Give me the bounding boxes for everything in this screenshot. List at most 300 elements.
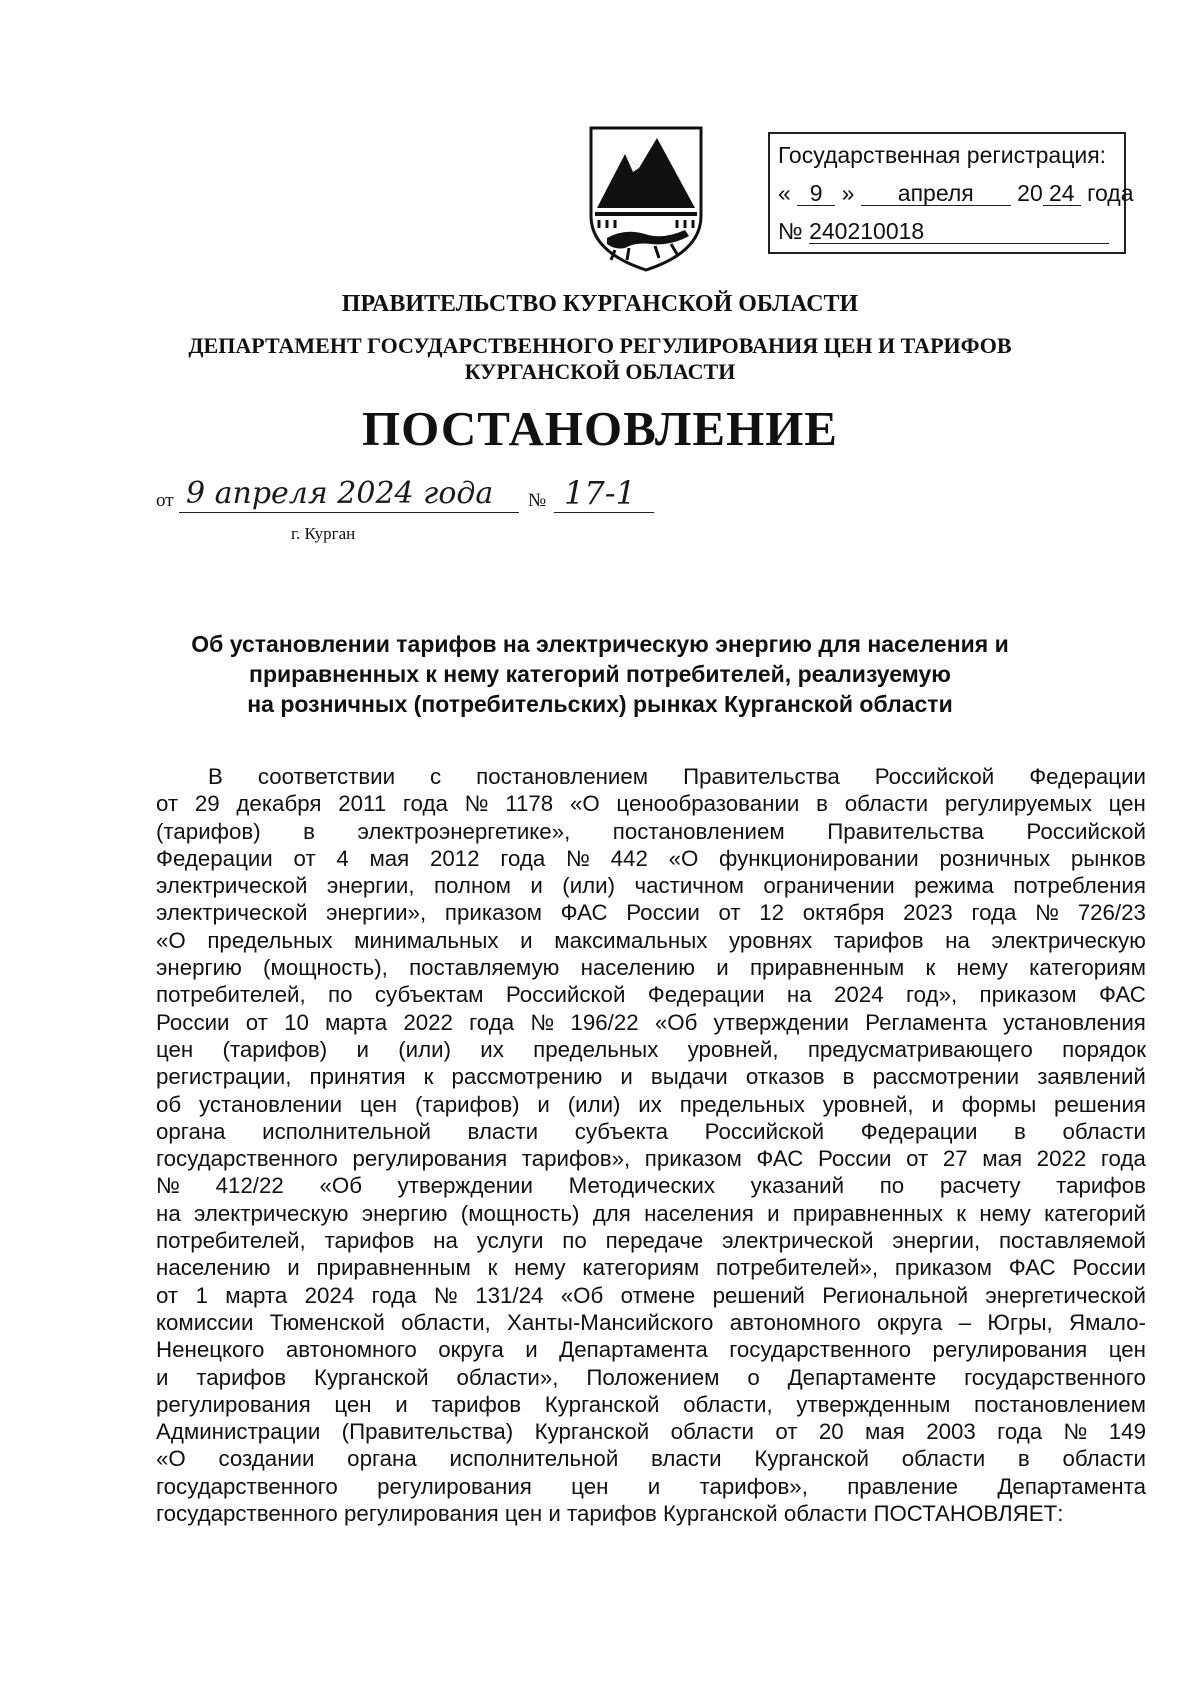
body-line <box>156 927 1146 954</box>
body-word: электрическую <box>991 927 1146 953</box>
body-word: 2022 <box>403 1009 453 1035</box>
body-word: 2023 <box>903 900 953 926</box>
body-word: области <box>1062 1118 1146 1144</box>
body-word: года <box>971 900 1017 926</box>
body-word: энергии, <box>326 873 415 899</box>
body-line <box>156 1473 1146 1500</box>
body-word: 196/22 <box>570 1009 639 1035</box>
body-word: (мощность) <box>460 1200 580 1226</box>
body-line <box>156 1364 1146 1391</box>
body-word: (или) <box>562 873 616 899</box>
body-word: приказом <box>444 900 542 926</box>
body-word: от <box>293 845 316 871</box>
body-word: предельных <box>679 1091 805 1117</box>
body-word: энергии, <box>892 1228 981 1254</box>
body-word: Российской <box>874 764 995 789</box>
body-line <box>156 1172 1146 1199</box>
body-word: мая <box>865 1419 905 1445</box>
body-word: формы <box>961 1091 1037 1117</box>
body-word: приказом <box>644 1146 742 1172</box>
body-word: ФАС <box>1098 982 1146 1008</box>
body-word: субъектам <box>374 982 484 1008</box>
body-word: от <box>156 1282 179 1308</box>
body-word: нему <box>956 955 1008 981</box>
body-word: ФАС <box>1008 1255 1056 1281</box>
body-word: и <box>716 955 729 981</box>
body-word: постановлением <box>974 1391 1146 1417</box>
body-word: цен <box>1108 1337 1146 1363</box>
body-word: нему <box>514 1255 566 1281</box>
body-word: (или) <box>567 1091 621 1117</box>
department-heading-line1: ДЕПАРТАМЕНТ ГОСУДАРСТВЕННОГО РЕГУЛИРОВАНИЯ ЦЕН И ТАРИФОВ <box>188 333 1012 358</box>
body-word: 4 <box>336 845 349 871</box>
body-word: тарифов», <box>699 1473 808 1499</box>
body-word: 29 <box>194 791 220 817</box>
body-word: категорий <box>1044 1200 1146 1226</box>
registration-year: 24 <box>1043 181 1081 206</box>
body-word: предусматривающего <box>807 1036 1033 1062</box>
body-word: об <box>156 1091 182 1117</box>
body-word: Правительства <box>683 764 840 789</box>
body-line <box>156 1309 1146 1336</box>
body-word: к <box>423 1064 434 1090</box>
body-line <box>156 1145 1146 1172</box>
body-line <box>156 1036 1146 1063</box>
date-prefix: от <box>156 490 174 511</box>
body-word: «О <box>156 1446 186 1472</box>
body-word: года <box>1100 1146 1146 1172</box>
body-line <box>156 1118 1146 1145</box>
body-word: 2003 <box>926 1419 976 1445</box>
body-word: области <box>670 1419 755 1445</box>
body-word: уровней, <box>687 1036 779 1062</box>
body-word: № <box>566 845 590 871</box>
body-word: населению <box>580 955 696 981</box>
body-word: уровней, <box>822 1091 914 1117</box>
body-word: на <box>433 1228 458 1254</box>
body-word: регулирования <box>352 1146 508 1172</box>
body-word: в <box>1017 1446 1030 1472</box>
body-word: «Об <box>319 1173 362 1199</box>
body-word: № <box>530 1009 555 1035</box>
body-word: ограничении <box>763 873 895 899</box>
body-word: категориям <box>582 1255 700 1281</box>
body-word: ценообразовании <box>616 791 800 817</box>
coat-of-arms-emblem <box>585 124 707 274</box>
body-word: России <box>626 900 700 926</box>
body-word: 412/22 <box>215 1173 284 1199</box>
body-word: Департамента <box>559 1337 708 1363</box>
body-word: 2011 <box>338 791 387 817</box>
body-paragraph <box>156 763 1146 1527</box>
body-word: Российской <box>505 982 626 1008</box>
number-handwritten: 17-1 <box>564 474 636 512</box>
body-word: электрической <box>156 900 308 926</box>
body-word: утверждении <box>713 1009 849 1035</box>
number-underline <box>554 512 654 513</box>
body-word: России <box>817 1146 892 1172</box>
body-word: предельных <box>207 927 333 953</box>
body-word: электрической <box>722 1228 874 1254</box>
registration-number-row: № 240210018 <box>778 218 1109 245</box>
body-word: потребителей, <box>156 1228 306 1254</box>
body-word: порядок <box>1062 1036 1146 1062</box>
body-word: на <box>945 927 970 953</box>
body-word: цен <box>571 1473 609 1499</box>
body-word: Департамента <box>997 1473 1146 1499</box>
body-line <box>156 1200 1146 1227</box>
body-line <box>156 872 1146 899</box>
body-word: автономного <box>285 1337 417 1363</box>
body-word: Курганской <box>313 1364 429 1390</box>
body-word: отказов <box>745 1064 825 1090</box>
body-word: регулируемых <box>944 791 1092 817</box>
body-word: их <box>638 1091 662 1117</box>
body-word: к <box>925 955 936 981</box>
body-word: № <box>1063 1419 1088 1445</box>
body-word: нему <box>979 1200 1031 1226</box>
body-word: округа <box>876 1309 943 1335</box>
body-line <box>156 1009 1146 1036</box>
body-word: по <box>879 1173 905 1199</box>
body-word: исполнительной <box>262 1118 431 1144</box>
body-word: на <box>156 1200 181 1226</box>
body-word: передаче <box>605 1228 704 1254</box>
body-word: автономного <box>729 1309 861 1335</box>
body-word: Российской <box>1026 818 1146 844</box>
body-word: указаний <box>750 1173 845 1199</box>
body-word: приравненным <box>749 955 905 981</box>
body-word: декабря <box>236 791 322 817</box>
body-word: энергетической <box>985 1282 1146 1308</box>
body-word: на <box>786 982 812 1008</box>
body-word: потребителей, <box>156 982 306 1008</box>
body-word: власти <box>651 1446 722 1472</box>
body-word: (тарифов) <box>156 818 261 844</box>
body-word: комиссии <box>156 1309 254 1335</box>
subject-line-2: приравненных к нему категорий потребителей, реализуемую <box>249 661 951 687</box>
body-word: регулирования <box>377 1473 532 1499</box>
body-word: установлении <box>198 1091 343 1117</box>
body-word: и <box>620 1064 633 1090</box>
body-word: тарифов <box>1056 1173 1146 1199</box>
body-word: государственного <box>156 1146 338 1172</box>
body-word: (тарифов) <box>414 1091 520 1117</box>
body-word: полном <box>433 873 511 899</box>
body-word: года <box>997 1419 1043 1445</box>
body-word: электрическую <box>194 1200 349 1226</box>
body-word: тарифов <box>324 1228 415 1254</box>
body-word: «О <box>569 791 600 817</box>
body-word: ФАС <box>756 1146 804 1172</box>
body-word: поставляемую <box>409 955 560 981</box>
body-word: государственного <box>964 1364 1146 1390</box>
body-word: – <box>958 1309 972 1335</box>
body-word: частичном <box>634 873 744 899</box>
body-word: области <box>844 791 929 817</box>
body-word: (тарифов) <box>222 1036 328 1062</box>
body-word: октября <box>802 900 885 926</box>
body-word: от <box>156 791 179 817</box>
body-line <box>156 1227 1146 1254</box>
body-word: рассмотрении <box>872 1064 1020 1090</box>
body-word: Ханты-Мансийского <box>507 1309 714 1335</box>
registration-number: 240210018 <box>809 219 1109 244</box>
date-handwritten: 9 апреля 2024 года <box>186 476 494 511</box>
body-line <box>156 1336 1146 1363</box>
body-word: решения <box>1054 1091 1146 1117</box>
body-word: Положением <box>586 1364 720 1390</box>
body-word: решений <box>712 1282 805 1308</box>
body-word: выдачи <box>650 1064 728 1090</box>
registration-date: « 9 » апреля 20 24 года <box>778 180 1134 206</box>
body-word: населению <box>156 1255 271 1281</box>
body-word: утвержденным <box>796 1391 951 1417</box>
body-word: 726/23 <box>1077 900 1146 926</box>
body-word: от <box>775 1419 798 1445</box>
body-word: цен <box>1108 791 1146 817</box>
body-word: № <box>464 791 489 817</box>
body-line <box>156 818 1146 845</box>
body-word: энергию <box>361 1200 448 1226</box>
document-subject <box>0 629 1200 719</box>
body-line <box>156 1091 1146 1118</box>
body-word: утверждении <box>397 1173 533 1199</box>
body-word: Ненецкого <box>156 1337 265 1363</box>
body-word: и <box>530 873 543 899</box>
body-word: «Об <box>654 1009 698 1035</box>
body-line <box>156 1445 1146 1472</box>
body-word: тарифов», <box>521 1146 631 1172</box>
body-word: приравненных <box>792 1200 943 1226</box>
body-word: их <box>480 1036 504 1062</box>
body-word: В <box>208 764 223 789</box>
body-word: постановлением <box>612 818 785 844</box>
body-word: исполнительной <box>449 1446 619 1472</box>
government-heading: ПРАВИТЕЛЬСТВО КУРГАНСКОЙ ОБЛАСТИ <box>341 291 859 317</box>
body-word: «Об <box>560 1282 604 1308</box>
body-word: потребителей», <box>716 1255 879 1281</box>
body-word: России <box>1072 1255 1146 1281</box>
body-word: и <box>156 1364 169 1390</box>
body-line: государственного регулирования цен и тарифов Курганской области ПОСТАНОВЛЯЕТ: <box>156 1501 1064 1527</box>
body-word: (или) <box>398 1036 451 1062</box>
body-word: от <box>906 1146 929 1172</box>
body-word: власти <box>467 1118 539 1144</box>
body-word: Федерации <box>1029 764 1146 789</box>
body-word: года <box>500 845 546 871</box>
registration-month: апреля <box>861 181 1011 206</box>
body-word: заявлений <box>1037 1064 1146 1090</box>
body-word: энергию <box>156 955 242 981</box>
body-word: № <box>433 1282 458 1308</box>
body-word: и <box>767 1200 780 1226</box>
body-word: «О <box>668 845 699 871</box>
body-line <box>156 1418 1146 1445</box>
body-word: в <box>1014 1118 1026 1144</box>
body-word: Правительства <box>827 818 984 844</box>
body-word: марта <box>325 1009 388 1035</box>
body-word: Федерации <box>156 845 273 871</box>
document-type-title: ПОСТАНОВЛЕНИЕ <box>362 401 838 456</box>
body-word: розничных <box>939 845 1051 871</box>
body-word: год», <box>906 982 958 1008</box>
body-word: и <box>395 1391 408 1417</box>
body-word: государственного <box>729 1337 912 1363</box>
body-word: регулирования <box>156 1391 311 1417</box>
subject-line-3: на розничных (потребительских) рынках Курганской области <box>247 691 953 717</box>
body-word: электрической <box>156 873 308 899</box>
date-underline <box>179 512 519 513</box>
body-word: предельных <box>533 1036 659 1062</box>
body-word: цен <box>334 1391 372 1417</box>
body-word: с <box>430 764 442 789</box>
body-word: года <box>402 791 448 817</box>
body-word: минимальных <box>354 927 499 953</box>
body-word: регулирования <box>932 1337 1088 1363</box>
body-word: уровнях <box>729 927 813 953</box>
body-word: тарифов <box>431 1391 522 1417</box>
body-word: округа <box>438 1337 504 1363</box>
registration-day: 9 <box>797 181 835 206</box>
body-word: соответствии <box>257 764 396 789</box>
body-word: года <box>469 1009 515 1035</box>
body-word: приказом <box>894 1255 992 1281</box>
body-word: в <box>816 791 828 817</box>
body-word: о <box>747 1364 760 1390</box>
registration-stamp <box>768 132 1134 254</box>
body-word: года <box>371 1282 417 1308</box>
body-word: Администрации <box>156 1419 321 1445</box>
body-word: 20 <box>818 1419 844 1445</box>
body-word: Курганской <box>544 1391 660 1417</box>
body-word: в <box>842 1064 855 1090</box>
body-word: электроэнергетике», <box>357 818 571 844</box>
body-word: 442 <box>610 845 648 871</box>
body-word: Курганской <box>754 1446 869 1472</box>
body-word: и <box>931 1091 944 1117</box>
body-word: тарифов <box>833 927 924 953</box>
body-line <box>156 899 1146 926</box>
body-word: категориям <box>1029 955 1146 981</box>
body-word: мая <box>369 845 410 871</box>
body-word: 10 <box>284 1009 309 1035</box>
body-line <box>156 845 1146 872</box>
body-word: Департаменте <box>787 1364 937 1390</box>
body-word: ФАС <box>560 900 608 926</box>
body-word: органа <box>347 1446 417 1472</box>
body-word: области», <box>456 1364 559 1390</box>
shield-icon <box>585 124 707 274</box>
body-word: государственного <box>156 1473 338 1499</box>
body-word: от <box>245 1009 268 1035</box>
body-line <box>156 954 1146 981</box>
body-word: потребления <box>1013 873 1146 899</box>
body-word: России <box>156 1009 230 1035</box>
body-line <box>156 1254 1146 1281</box>
body-word: режима <box>914 873 994 899</box>
body-word: и <box>647 1473 661 1499</box>
body-line <box>156 790 1146 817</box>
body-word: марта <box>225 1282 288 1308</box>
body-word: Курганской <box>534 1419 650 1445</box>
body-word: и <box>520 927 533 953</box>
body-word: 12 <box>759 900 785 926</box>
subject-line-1: Об установлении тарифов на электрическую энергию для населения и <box>191 631 1009 657</box>
body-word: максимальных <box>554 927 708 953</box>
body-word: области, <box>683 1391 773 1417</box>
body-word: в <box>303 818 316 844</box>
body-word: 2012 <box>429 845 480 871</box>
body-word: создании <box>218 1446 315 1472</box>
body-line <box>156 1391 1146 1418</box>
body-line <box>156 1063 1146 1090</box>
body-line <box>156 1282 1146 1309</box>
body-word: цен <box>359 1091 398 1117</box>
body-word: 2024 <box>304 1282 355 1308</box>
body-word: области, <box>401 1309 491 1335</box>
body-word: Федерации <box>860 1118 978 1144</box>
body-word: и <box>525 1337 538 1363</box>
body-word: тарифов <box>196 1364 287 1390</box>
registration-title: Государственная регистрация: <box>778 142 1107 168</box>
body-word: (Правительства) <box>341 1419 514 1445</box>
body-word: к <box>956 1200 967 1226</box>
body-word: от <box>718 900 741 926</box>
body-word: услуги <box>476 1228 544 1254</box>
body-word: и <box>537 1091 550 1117</box>
body-word: Югры, <box>987 1309 1053 1335</box>
body-word: 1 <box>195 1282 208 1308</box>
body-word: органа <box>156 1118 226 1144</box>
body-word: приказом <box>979 982 1077 1008</box>
city: г. Курган <box>291 524 356 543</box>
date-number-row <box>156 476 696 546</box>
body-word: Тюменской <box>269 1309 385 1335</box>
body-word: 2022 <box>1036 1146 1087 1172</box>
body-word: энергии», <box>326 900 427 926</box>
body-word: расчету <box>939 1173 1021 1199</box>
body-word: Российской <box>704 1118 825 1144</box>
body-word: постановлением <box>476 764 649 789</box>
body-word: рассмотрению <box>451 1064 603 1090</box>
body-word: 27 <box>942 1146 968 1172</box>
body-line <box>156 981 1146 1008</box>
body-word: населения <box>644 1200 754 1226</box>
body-word: 149 <box>1108 1419 1146 1445</box>
body-word: Федерации <box>647 982 765 1008</box>
department-heading-line2: КУРГАНСКОЙ ОБЛАСТИ <box>464 359 736 384</box>
body-word: правление <box>847 1473 959 1499</box>
body-word: 1178 <box>505 791 554 817</box>
body-word: «О <box>156 927 186 953</box>
body-word: 2024 <box>834 982 884 1008</box>
body-word: 131/24 <box>475 1282 544 1308</box>
body-word: Региональной <box>822 1282 969 1308</box>
body-word: и <box>287 1255 300 1281</box>
body-word: регистрации, <box>156 1064 292 1090</box>
body-word: № <box>1035 900 1060 926</box>
body-word: поставляемой <box>998 1228 1146 1254</box>
body-word: субъекта <box>574 1118 668 1144</box>
body-word: (мощность), <box>263 955 388 981</box>
body-word: принятия <box>309 1064 406 1090</box>
body-word: цен <box>156 1036 194 1062</box>
body-word: к <box>487 1255 498 1281</box>
body-word: по <box>562 1228 587 1254</box>
body-line <box>156 763 1146 790</box>
number-prefix: № <box>528 490 547 511</box>
